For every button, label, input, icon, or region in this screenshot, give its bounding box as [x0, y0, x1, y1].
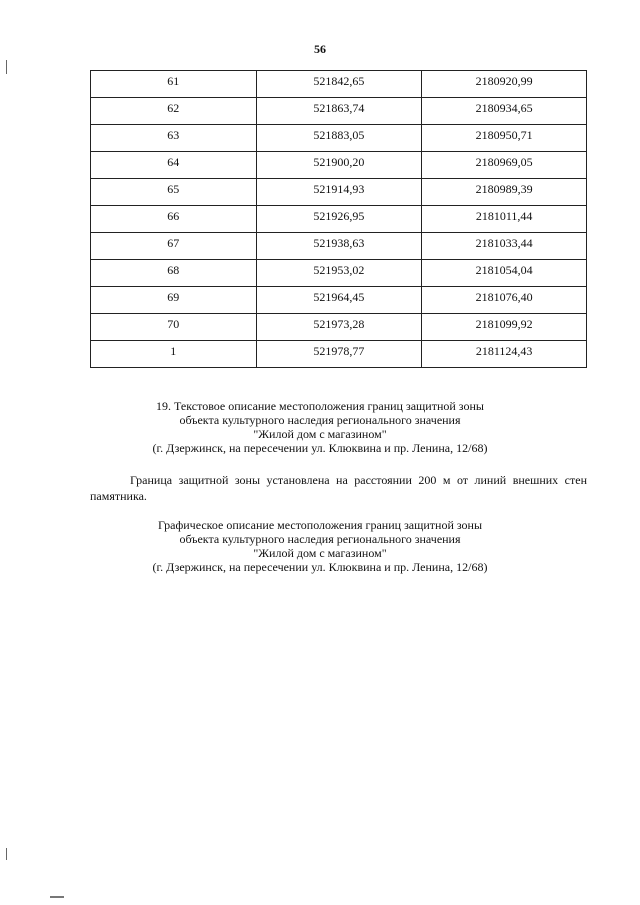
table-row — [91, 206, 587, 233]
table-row — [91, 98, 587, 125]
point-number-cell: 64 — [91, 152, 257, 179]
table-row — [91, 125, 587, 152]
y-coordinate-cell: 2180920,99 — [422, 71, 587, 98]
y-coordinate-cell: 2180934,65 — [422, 98, 587, 125]
y-coordinate-cell: 2181124,43 — [422, 341, 587, 368]
point-number-cell: 67 — [91, 233, 257, 260]
zone-boundary-paragraph: Граница защитной зоны установлена на расстоянии 200 м от линий внешних стен памятника. — [90, 473, 587, 503]
y-coordinate-cell: 2181076,40 — [422, 287, 587, 314]
x-coordinate-cell: 521926,95 — [256, 206, 422, 233]
y-coordinate-cell: 2180950,71 — [422, 125, 587, 152]
text-description-heading — [0, 399, 640, 455]
coordinates-table — [90, 70, 587, 368]
text-description-line-1: 19. Текстовое описание местоположения границ защитной зоны — [156, 399, 484, 413]
y-coordinate-cell: 2181099,92 — [422, 314, 587, 341]
x-coordinate-cell: 521842,65 — [256, 71, 422, 98]
y-coordinate-cell: 2180969,05 — [422, 152, 587, 179]
text-description-line-4: (г. Дзержинск, на пересечении ул. Клюквина и пр. Ленина, 12/68) — [152, 441, 488, 455]
y-coordinate-cell: 2181011,44 — [422, 206, 587, 233]
y-coordinate-cell: 2181033,44 — [422, 233, 587, 260]
graphic-description-line-1: Графическое описание местоположения границ защитной зоны — [157, 518, 483, 532]
margin-mark — [6, 60, 7, 74]
point-number-cell: 62 — [91, 98, 257, 125]
x-coordinate-cell: 521883,05 — [256, 125, 422, 152]
x-coordinate-cell: 521938,63 — [256, 233, 422, 260]
graphic-description-line-4: (г. Дзержинск, на пересечении ул. Клюквина и пр. Ленина, 12/68) — [152, 560, 488, 574]
table-row — [91, 233, 587, 260]
table-row — [91, 179, 587, 206]
point-number-cell: 63 — [91, 125, 257, 152]
page-number: 56 — [314, 42, 326, 56]
x-coordinate-cell: 521978,77 — [256, 341, 422, 368]
x-coordinate-cell: 521964,45 — [256, 287, 422, 314]
x-coordinate-cell: 521914,93 — [256, 179, 422, 206]
point-number-cell: 61 — [91, 71, 257, 98]
point-number-cell: 65 — [91, 179, 257, 206]
point-number-cell: 66 — [91, 206, 257, 233]
table-row — [91, 71, 587, 98]
point-number-cell: 69 — [91, 287, 257, 314]
table-row — [91, 260, 587, 287]
text-description-line-2: объекта культурного наследия регионального значения — [179, 413, 461, 427]
graphic-description-line-2: объекта культурного наследия регионального значения — [179, 532, 461, 546]
scan-mark — [50, 896, 64, 898]
margin-mark — [6, 848, 7, 860]
graphic-description-heading — [0, 518, 640, 574]
table-row — [91, 314, 587, 341]
x-coordinate-cell: 521953,02 — [256, 260, 422, 287]
text-description-line-3: "Жилой дом с магазином" — [253, 427, 387, 441]
point-number-cell: 1 — [91, 341, 257, 368]
x-coordinate-cell: 521900,20 — [256, 152, 422, 179]
graphic-description-line-3: "Жилой дом с магазином" — [253, 546, 387, 560]
table-row — [91, 341, 587, 368]
x-coordinate-cell: 521973,28 — [256, 314, 422, 341]
point-number-cell: 70 — [91, 314, 257, 341]
point-number-cell: 68 — [91, 260, 257, 287]
y-coordinate-cell: 2180989,39 — [422, 179, 587, 206]
table-row — [91, 287, 587, 314]
x-coordinate-cell: 521863,74 — [256, 98, 422, 125]
coordinates-table-body — [91, 71, 587, 368]
y-coordinate-cell: 2181054,04 — [422, 260, 587, 287]
table-row — [91, 152, 587, 179]
